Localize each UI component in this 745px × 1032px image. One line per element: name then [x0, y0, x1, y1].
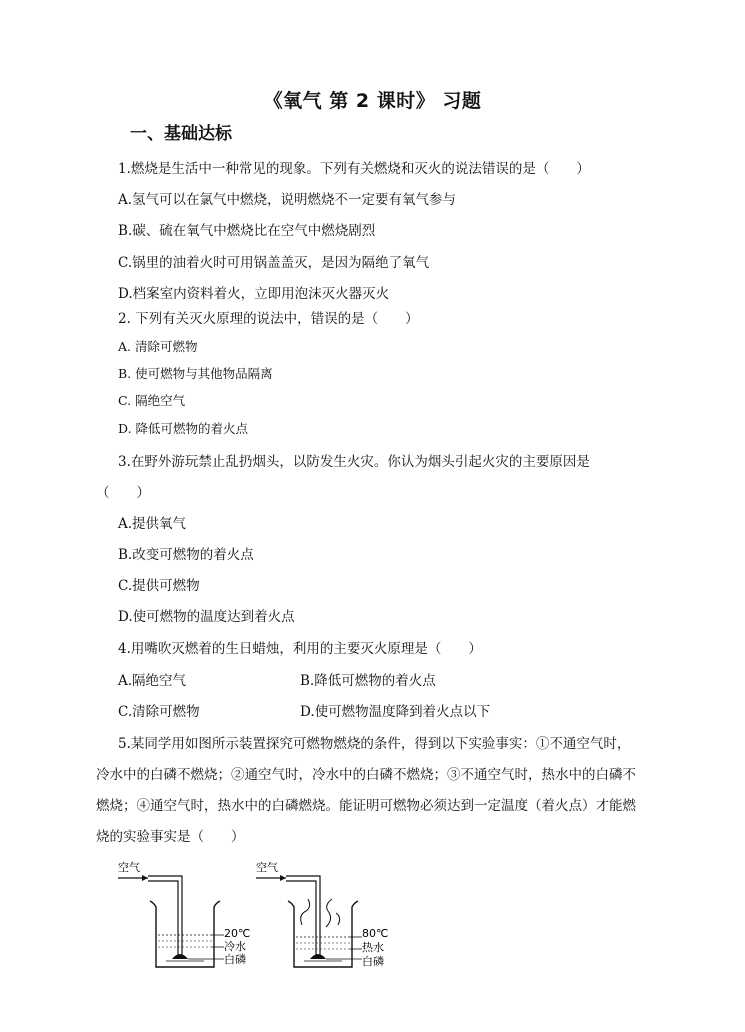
q5-line-3: 燃烧；④通空气时，热水中的白磷燃烧。能证明可燃物必须达到一定温度（着火点）才能燃 — [96, 798, 636, 814]
left-water-label: 冷水 — [224, 940, 246, 953]
q3-stem: 3.在野外游玩禁止乱扔烟头，以防发生火灾。你认为烟头引起火灾的主要原因是 — [118, 454, 590, 470]
left-temp-label: 20℃ — [224, 927, 251, 940]
q3-option-a: A.提供氧气 — [118, 516, 187, 532]
page-title: 《氧气 第 2 课时》 习题 — [263, 90, 482, 112]
q5-line-4: 烧的实验事实是（ ） — [96, 829, 245, 845]
q3-option-c: C.提供可燃物 — [118, 578, 200, 594]
left-beaker — [118, 860, 250, 967]
q4-option-b: B.降低可燃物的着火点 — [300, 673, 436, 689]
q1-option-d: D.档案室内资料着火，立即用泡沫灭火器灭火 — [118, 286, 390, 302]
section-heading: 一、基础达标 — [130, 124, 232, 144]
right-beaker — [256, 860, 388, 968]
right-water-label: 热水 — [362, 941, 384, 954]
q5-line-1: 5.某同学用如图所示装置探究可燃物燃烧的条件，得到以下实验事实：①不通空气时， — [118, 736, 631, 752]
q2-option-b: B. 使可燃物与其他物品隔离 — [118, 366, 273, 381]
q1-option-a: A.氢气可以在氯气中燃烧，说明燃烧不一定要有氧气参与 — [118, 192, 457, 208]
q3-answer-bracket: （ ） — [96, 485, 150, 501]
left-air-label: 空气 — [118, 861, 140, 874]
apparatus-diagram — [112, 855, 412, 975]
q4-option-d: D.使可燃物温度降到着火点以下 — [300, 704, 491, 720]
q2-option-d: D. 降低可燃物的着火点 — [118, 421, 249, 436]
q1-stem: 1.燃烧是生活中一种常见的现象。下列有关燃烧和灭火的说法错误的是（ ） — [118, 161, 590, 177]
q2-option-a: A. 清除可燃物 — [118, 339, 198, 354]
q3-option-b: B.改变可燃物的着火点 — [118, 547, 254, 563]
q2-option-c: C. 隔绝空气 — [118, 393, 186, 408]
q5-line-2: 冷水中的白磷不燃烧；②通空气时，冷水中的白磷不燃烧；③不通空气时，热水中的白磷不 — [96, 767, 636, 783]
left-phosphorus-label: 白磷 — [224, 953, 246, 966]
q4-stem: 4.用嘴吹灭燃着的生日蜡烛，利用的主要灭火原理是（ ） — [118, 641, 482, 657]
q1-option-c: C.锅里的油着火时可用锅盖盖灭，是因为隔绝了氧气 — [118, 255, 430, 271]
q2-stem: 2. 下列有关灭火原理的说法中，错误的是（ ） — [118, 311, 419, 327]
q1-option-b: B.碳、硫在氧气中燃烧比在空气中燃烧剧烈 — [118, 223, 376, 239]
q4-option-a: A.隔绝空气 — [118, 673, 187, 689]
right-air-label: 空气 — [256, 861, 278, 874]
right-phosphorus-label: 白磷 — [362, 955, 384, 968]
q4-option-c: C.清除可燃物 — [118, 704, 200, 720]
q3-option-d: D.使可燃物的温度达到着火点 — [118, 609, 295, 625]
right-temp-label: 80℃ — [362, 927, 389, 940]
